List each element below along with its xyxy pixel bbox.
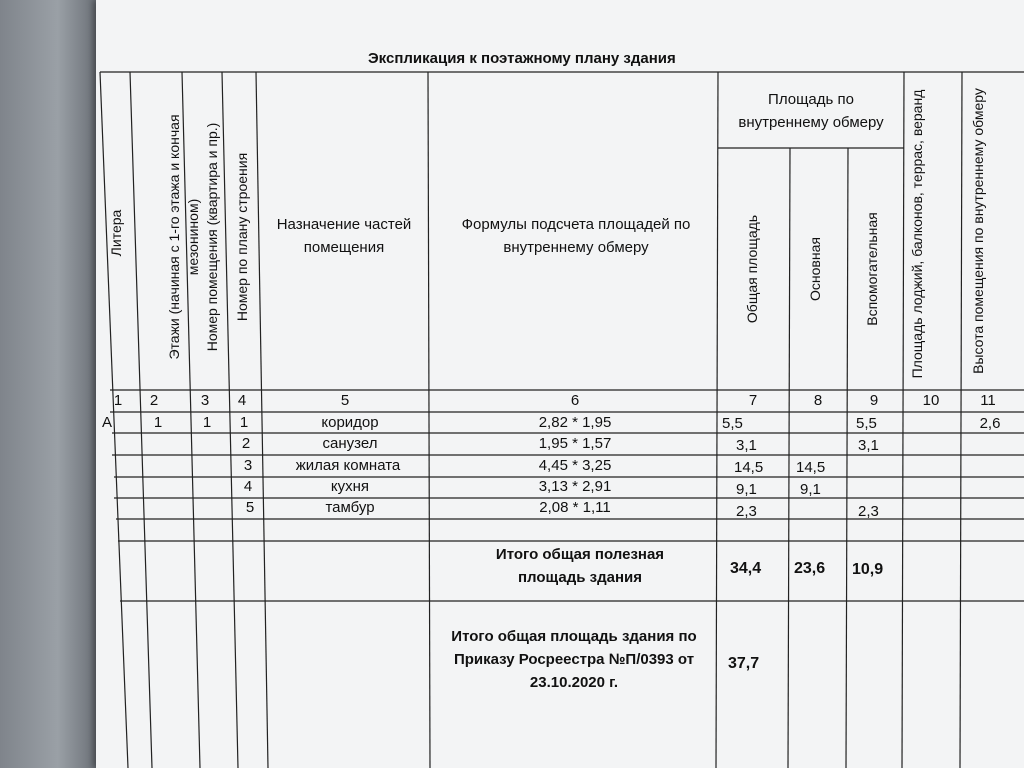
row-main: 9,1 bbox=[800, 481, 821, 498]
col-num-7: 7 bbox=[748, 392, 758, 409]
room-value: 1 bbox=[202, 414, 212, 431]
row-main: 14,5 bbox=[796, 459, 826, 476]
header-room-number: Номер помещения (квартира и пр.) bbox=[204, 122, 220, 352]
row-number: 2 bbox=[241, 435, 251, 452]
row-aux bbox=[858, 458, 898, 478]
row-aux bbox=[858, 480, 898, 500]
header-loggia: Площадь лоджий, балконов, террас, веранд bbox=[909, 89, 925, 379]
row-name: жилая комната bbox=[295, 457, 401, 474]
row-total: 9,1 bbox=[736, 481, 757, 498]
row-total: 5,5 bbox=[722, 415, 743, 432]
row-name: тамбур bbox=[325, 499, 375, 516]
row-number: 3 bbox=[243, 457, 253, 474]
row-formula: 2,08 * 1,11 bbox=[539, 499, 611, 516]
summary-order-label: Итого общая площадь здания по Приказу Росреестра №П/0393 от 23.10.2020 г. bbox=[451, 628, 697, 691]
header-total-area: Общая площадь bbox=[744, 214, 760, 324]
row-main bbox=[796, 414, 846, 434]
row-aux: 5,5 bbox=[856, 415, 877, 432]
row-total: 3,1 bbox=[736, 437, 757, 454]
col-num-5: 5 bbox=[340, 392, 350, 409]
col-num-9: 9 bbox=[869, 392, 879, 409]
header-floors: Этажи (начиная с 1-го этажа и кончая мезонином) bbox=[166, 114, 201, 360]
header-main-area: Основная bbox=[807, 237, 823, 301]
header-purpose: Назначение частей помещения bbox=[276, 216, 412, 256]
row-formula: 2,82 * 1,95 bbox=[538, 414, 612, 431]
row-name: коридор bbox=[321, 414, 379, 431]
header-formulas: Формулы подсчета площадей по внутреннему обмеру bbox=[461, 216, 691, 256]
height-value: 2,6 bbox=[979, 415, 1001, 432]
row-name: санузел bbox=[322, 435, 378, 452]
row-total: 2,3 bbox=[736, 503, 757, 520]
row-number: 5 bbox=[245, 499, 255, 516]
header-area-group: Площадь по внутреннему обмеру bbox=[738, 91, 884, 131]
summary-useful-main: 23,6 bbox=[794, 560, 826, 577]
row-formula: 3,13 * 2,91 bbox=[538, 478, 612, 495]
summary-order-total: 37,7 bbox=[728, 655, 760, 672]
row-aux: 2,3 bbox=[858, 503, 879, 520]
col-num-8: 8 bbox=[813, 392, 823, 409]
row-main bbox=[796, 436, 846, 456]
header-plan-number: Номер по плану строения bbox=[234, 152, 250, 322]
row-total: 14,5 bbox=[734, 459, 764, 476]
col-num-6: 6 bbox=[570, 392, 580, 409]
row-name: кухня bbox=[330, 478, 370, 495]
header-litera: Литера bbox=[108, 209, 124, 257]
row-formula: 4,45 * 3,25 bbox=[538, 457, 612, 474]
litera-value: А bbox=[102, 414, 113, 431]
summary-useful-total: 34,4 bbox=[730, 560, 762, 577]
document-title: Экспликация к поэтажному плану здания bbox=[368, 50, 676, 67]
col-num-4: 4 bbox=[237, 392, 247, 409]
col-num-10: 10 bbox=[922, 392, 940, 409]
row-number: 4 bbox=[243, 478, 253, 495]
col-num-3: 3 bbox=[200, 392, 210, 409]
row-main bbox=[800, 502, 850, 522]
row-number: 1 bbox=[239, 414, 249, 431]
header-height: Высота помещения по внутреннему обмеру bbox=[970, 88, 986, 374]
header-aux-area: Вспомогательная bbox=[864, 212, 880, 326]
summary-useful-aux: 10,9 bbox=[852, 561, 884, 578]
row-formula: 1,95 * 1,57 bbox=[538, 435, 612, 452]
col-num-2: 2 bbox=[149, 392, 159, 409]
floor-value: 1 bbox=[153, 414, 163, 431]
col-num-1: 1 bbox=[113, 392, 123, 409]
summary-useful-label: Итого общая полезная площадь здания bbox=[495, 546, 665, 586]
col-num-11: 11 bbox=[980, 392, 996, 409]
row-aux: 3,1 bbox=[858, 437, 879, 454]
